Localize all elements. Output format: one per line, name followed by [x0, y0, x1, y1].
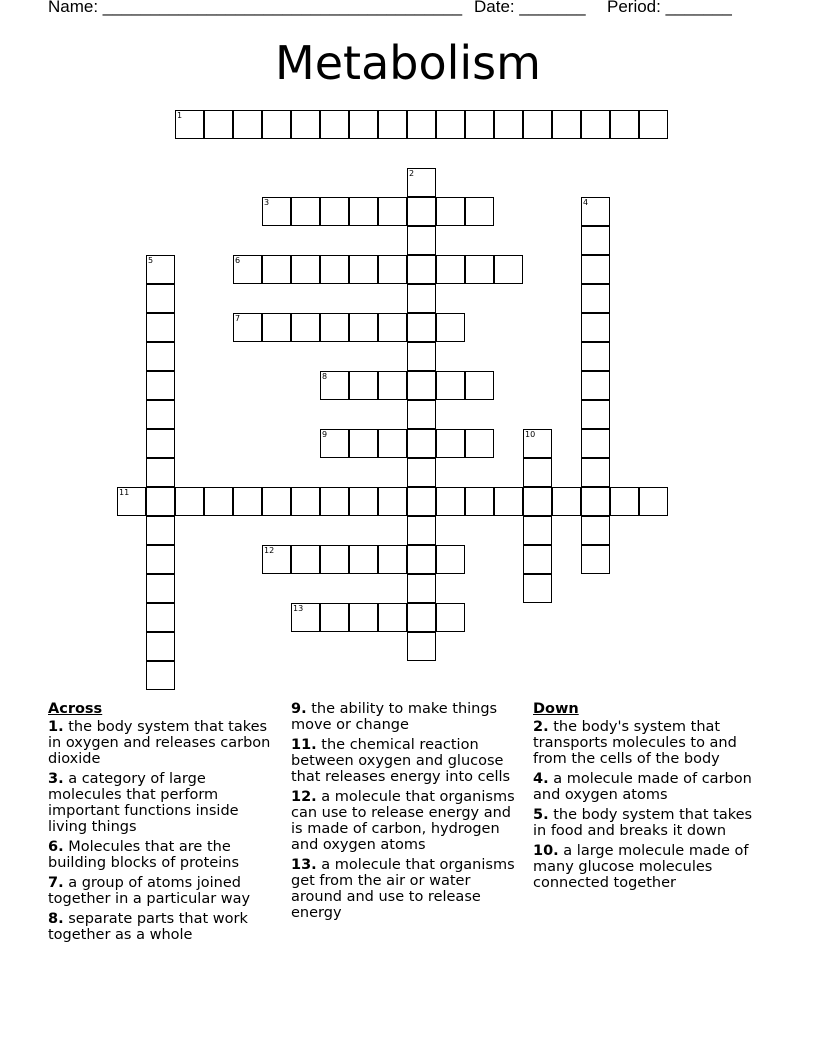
- grid-cell[interactable]: [146, 342, 175, 371]
- clue-number: 7: [235, 314, 241, 323]
- grid-cell[interactable]: [349, 603, 378, 632]
- grid-cell[interactable]: [378, 197, 407, 226]
- grid-cell[interactable]: [378, 255, 407, 284]
- grid-cell[interactable]: [407, 197, 436, 226]
- grid-cell[interactable]: [349, 545, 378, 574]
- grid-cell[interactable]: [378, 429, 407, 458]
- grid-cell[interactable]: [146, 574, 175, 603]
- grid-cell[interactable]: [407, 255, 436, 284]
- grid-cell[interactable]: [552, 487, 581, 516]
- clues-column-1: [48, 701, 276, 947]
- grid-cell[interactable]: [320, 371, 349, 400]
- grid-cell[interactable]: [407, 226, 436, 255]
- grid-cell[interactable]: [262, 487, 291, 516]
- grid-cell[interactable]: [639, 487, 668, 516]
- grid-cell[interactable]: [291, 487, 320, 516]
- grid-cell[interactable]: [407, 603, 436, 632]
- page-title: Metabolism: [275, 36, 541, 90]
- grid-cell[interactable]: [146, 313, 175, 342]
- grid-cell[interactable]: [349, 255, 378, 284]
- grid-cell[interactable]: [146, 429, 175, 458]
- grid-cell[interactable]: [320, 429, 349, 458]
- grid-cell[interactable]: [610, 110, 639, 139]
- grid-cell[interactable]: [233, 487, 262, 516]
- date-field[interactable]: Date: _______: [474, 0, 586, 16]
- grid-cell[interactable]: [349, 371, 378, 400]
- grid-cell[interactable]: [581, 110, 610, 139]
- grid-cell[interactable]: [146, 545, 175, 574]
- grid-cell[interactable]: [378, 313, 407, 342]
- grid-cell[interactable]: [465, 255, 494, 284]
- clue-across-3: 3. a category of large molecules that perform important functions inside living things: [48, 771, 239, 835]
- grid-cell[interactable]: [146, 371, 175, 400]
- grid-cell[interactable]: [407, 110, 436, 139]
- grid-cell[interactable]: [320, 197, 349, 226]
- grid-cell[interactable]: [523, 516, 552, 545]
- grid-cell[interactable]: [146, 458, 175, 487]
- grid-cell[interactable]: [436, 487, 465, 516]
- grid-cell[interactable]: [320, 487, 349, 516]
- grid-cell[interactable]: [291, 545, 320, 574]
- grid-cell[interactable]: [465, 110, 494, 139]
- grid-cell[interactable]: [581, 255, 610, 284]
- grid-cell[interactable]: [407, 545, 436, 574]
- grid-cell[interactable]: [407, 574, 436, 603]
- clue-across-1: 1. the body system that takes in oxygen and releases carbon dioxide: [48, 719, 271, 767]
- clue-number: 11: [119, 488, 130, 497]
- grid-cell[interactable]: [262, 545, 291, 574]
- grid-cell[interactable]: [610, 487, 639, 516]
- grid-cell[interactable]: [407, 284, 436, 313]
- grid-cell[interactable]: [407, 487, 436, 516]
- grid-cell[interactable]: [378, 110, 407, 139]
- clue-across-12: 12. a molecule that organisms can use to release energy and is made of carbon, hydrogen and oxygen atoms: [291, 789, 515, 853]
- grid-cell[interactable]: [523, 429, 552, 458]
- grid-cell[interactable]: [146, 632, 175, 661]
- grid-cell[interactable]: [581, 545, 610, 574]
- grid-cell[interactable]: [233, 110, 262, 139]
- grid-cell[interactable]: [291, 110, 320, 139]
- grid-cell[interactable]: [407, 342, 436, 371]
- clue-across-13: 13. a molecule that organisms get from the air or water around and use to release energy: [291, 857, 515, 921]
- clue-down-4: 4. a molecule made of carbon and oxygen atoms: [533, 771, 752, 803]
- grid-cell[interactable]: [523, 574, 552, 603]
- grid-cell[interactable]: [407, 371, 436, 400]
- grid-cell[interactable]: [465, 429, 494, 458]
- grid-cell[interactable]: [233, 255, 262, 284]
- grid-cell[interactable]: [436, 255, 465, 284]
- clue-number: 13: [293, 604, 304, 613]
- grid-cell[interactable]: [175, 110, 204, 139]
- grid-cell[interactable]: [233, 313, 262, 342]
- grid-cell[interactable]: [378, 545, 407, 574]
- grid-cell[interactable]: [320, 110, 349, 139]
- clue-number: 5: [148, 256, 154, 265]
- clue-number: 2: [409, 169, 415, 178]
- down-heading: Down: [533, 701, 579, 717]
- grid-cell[interactable]: [436, 371, 465, 400]
- clue-number: 6: [235, 256, 241, 265]
- grid-cell[interactable]: [349, 197, 378, 226]
- grid-cell[interactable]: [291, 197, 320, 226]
- clue-down-10: 10. a large molecule made of many glucose molecules connected together: [533, 843, 749, 891]
- grid-cell[interactable]: [581, 516, 610, 545]
- clue-number: 3: [264, 198, 270, 207]
- grid-cell[interactable]: [523, 487, 552, 516]
- clue-number: 12: [264, 546, 275, 555]
- grid-cell[interactable]: [204, 487, 233, 516]
- grid-cell[interactable]: [320, 603, 349, 632]
- grid-cell[interactable]: [262, 197, 291, 226]
- grid-cell[interactable]: [581, 429, 610, 458]
- clue-number: 9: [322, 430, 328, 439]
- grid-cell[interactable]: [436, 603, 465, 632]
- grid-cell[interactable]: [523, 458, 552, 487]
- clue-across-11: 11. the chemical reaction between oxygen and glucose that releases energy into cells: [291, 737, 511, 785]
- grid-cell[interactable]: [494, 255, 523, 284]
- grid-cell[interactable]: [407, 516, 436, 545]
- grid-cell[interactable]: [581, 226, 610, 255]
- grid-cell[interactable]: [407, 313, 436, 342]
- grid-cell[interactable]: [320, 255, 349, 284]
- grid-cell[interactable]: [146, 661, 175, 690]
- grid-cell[interactable]: [349, 313, 378, 342]
- grid-cell[interactable]: [494, 110, 523, 139]
- grid-cell[interactable]: [581, 371, 610, 400]
- grid-cell[interactable]: [349, 487, 378, 516]
- grid-cell[interactable]: [436, 429, 465, 458]
- grid-cell[interactable]: [581, 313, 610, 342]
- name-field[interactable]: Name: ______________________________________: [48, 0, 463, 16]
- grid-cell[interactable]: [262, 313, 291, 342]
- grid-cell[interactable]: [581, 487, 610, 516]
- grid-cell[interactable]: [436, 110, 465, 139]
- grid-cell[interactable]: [407, 400, 436, 429]
- grid-cell[interactable]: [262, 255, 291, 284]
- grid-cell[interactable]: [117, 487, 146, 516]
- grid-cell[interactable]: [436, 197, 465, 226]
- grid-cell[interactable]: [291, 313, 320, 342]
- grid-cell[interactable]: [146, 255, 175, 284]
- grid-cell[interactable]: [436, 545, 465, 574]
- grid-cell[interactable]: [465, 487, 494, 516]
- grid-cell[interactable]: [146, 516, 175, 545]
- grid-cell[interactable]: [494, 487, 523, 516]
- grid-cell[interactable]: [407, 429, 436, 458]
- grid-cell[interactable]: [349, 110, 378, 139]
- grid-cell[interactable]: [581, 400, 610, 429]
- grid-cell[interactable]: [523, 545, 552, 574]
- grid-cell[interactable]: [581, 342, 610, 371]
- grid-cell[interactable]: [581, 197, 610, 226]
- grid-cell[interactable]: [581, 284, 610, 313]
- grid-cell[interactable]: [175, 487, 204, 516]
- grid-cell[interactable]: [146, 284, 175, 313]
- grid-cell[interactable]: [262, 110, 291, 139]
- grid-cell[interactable]: [291, 603, 320, 632]
- grid-cell[interactable]: [146, 400, 175, 429]
- grid-cell[interactable]: [204, 110, 233, 139]
- across-heading: Across: [48, 701, 103, 717]
- clue-number: 10: [525, 430, 536, 439]
- clue-across-8: 8. separate parts that work together as a whole: [48, 911, 248, 943]
- grid-cell[interactable]: [639, 110, 668, 139]
- grid-cell[interactable]: [523, 110, 552, 139]
- grid-cell[interactable]: [465, 371, 494, 400]
- clues-column-2: [291, 701, 523, 925]
- clue-across-9: 9. the ability to make things move or change: [291, 701, 498, 733]
- clue-across-6: 6. Molecules that are the building blocks of proteins: [48, 839, 240, 871]
- clue-number: 4: [583, 198, 589, 207]
- grid-cell[interactable]: [378, 371, 407, 400]
- clues-column-3: [533, 701, 768, 895]
- clue-across-7: 7. a group of atoms joined together in a particular way: [48, 875, 251, 907]
- period-field[interactable]: Period: _______: [607, 0, 732, 16]
- clue-number: 1: [177, 111, 183, 120]
- grid-cell[interactable]: [465, 197, 494, 226]
- grid-cell[interactable]: [581, 458, 610, 487]
- grid-cell[interactable]: [320, 545, 349, 574]
- grid-cell[interactable]: [349, 429, 378, 458]
- grid-cell[interactable]: [552, 110, 581, 139]
- grid-cell[interactable]: [320, 313, 349, 342]
- clue-down-5: 5. the body system that takes in food and breaks it down: [533, 807, 753, 839]
- grid-cell[interactable]: [436, 313, 465, 342]
- grid-cell[interactable]: [407, 168, 436, 197]
- grid-cell[interactable]: [146, 487, 175, 516]
- clue-number: 8: [322, 372, 328, 381]
- grid-cell[interactable]: [291, 255, 320, 284]
- grid-cell[interactable]: [378, 487, 407, 516]
- clue-down-2: 2. the body's system that transports molecules to and from the cells of the body: [533, 719, 737, 767]
- grid-cell[interactable]: [146, 603, 175, 632]
- grid-cell[interactable]: [407, 632, 436, 661]
- grid-cell[interactable]: [407, 458, 436, 487]
- grid-cell[interactable]: [378, 603, 407, 632]
